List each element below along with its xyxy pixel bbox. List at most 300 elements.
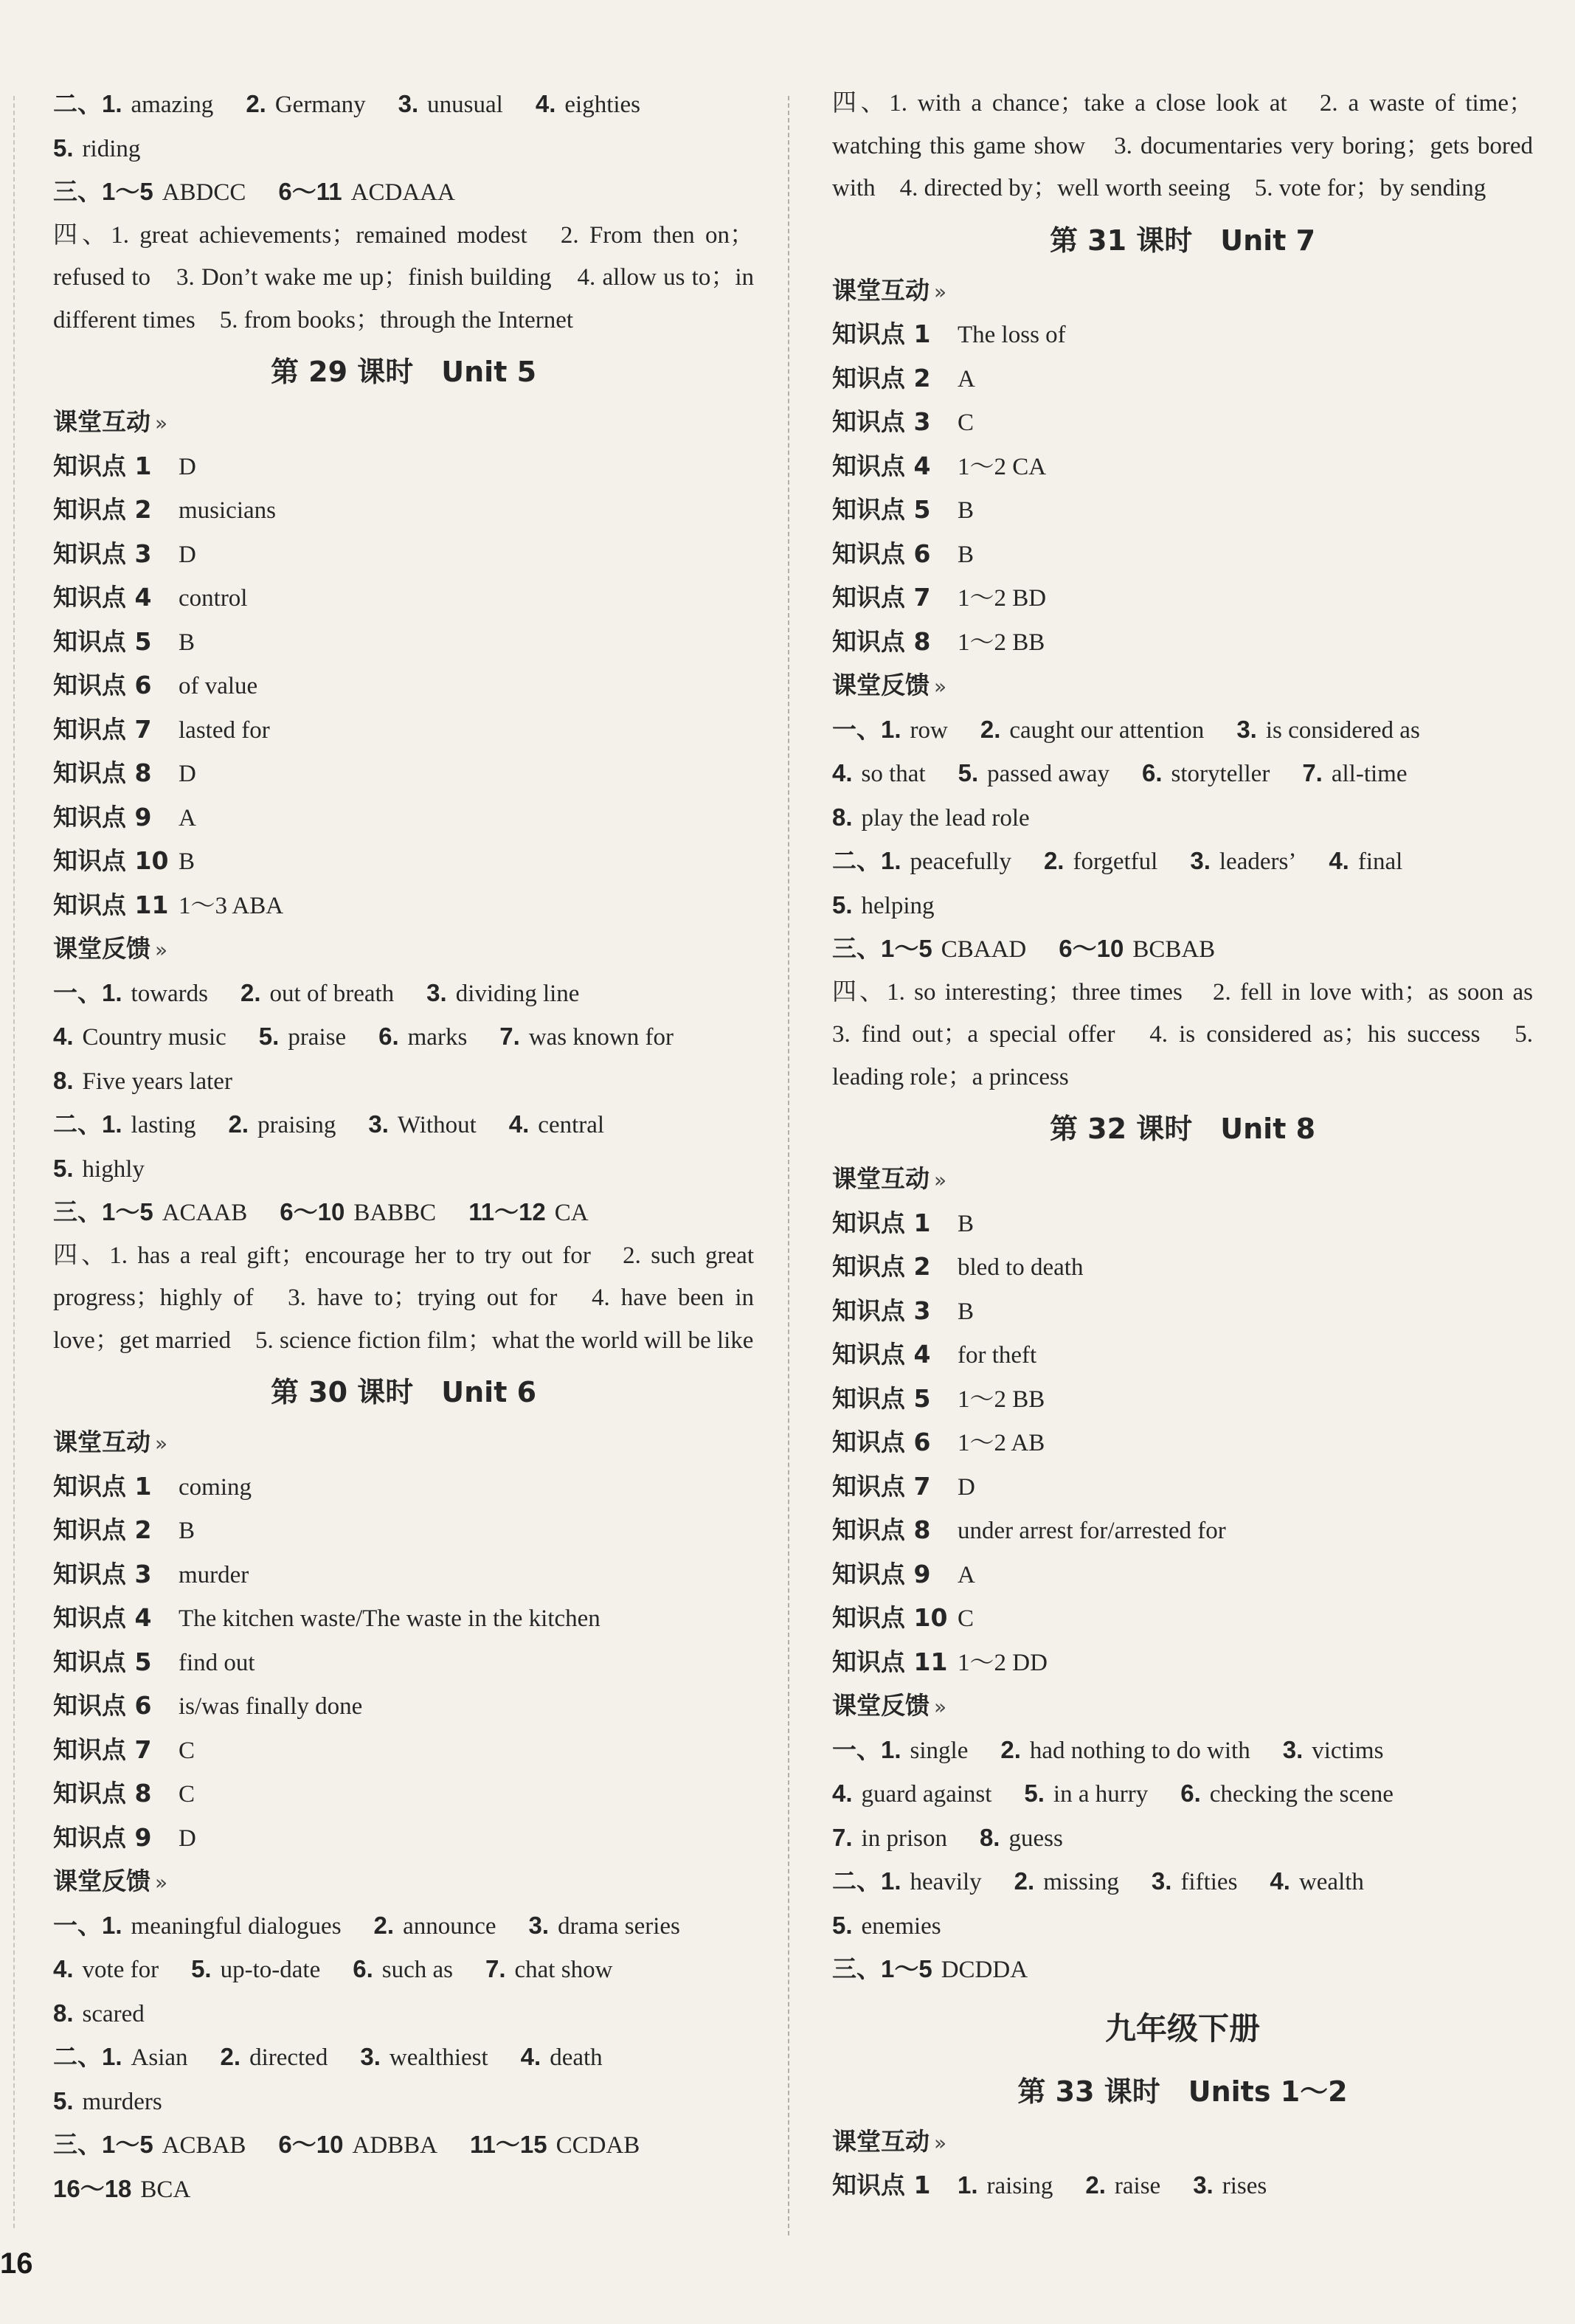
answer-number: 4. [832, 1780, 853, 1807]
answer-number: 3. [426, 978, 447, 1006]
answer-item [832, 1860, 982, 1904]
knowledge-point-row [53, 752, 754, 796]
knowledge-point-answer: A [958, 1561, 975, 1588]
answer-text: lasting [131, 1112, 196, 1138]
section-label [53, 1860, 754, 1904]
knowledge-point-row [53, 840, 754, 884]
answer-number: 6～10 [278, 2131, 344, 2158]
answer-number: 5. [958, 759, 979, 786]
knowledge-point-label: 知识点 7 [53, 1735, 152, 1764]
answer-item [53, 972, 208, 1016]
answer-number: 4. [832, 759, 853, 786]
answer-text: guess [1008, 1825, 1063, 1852]
answer-text: riding [82, 135, 141, 162]
double-chevron-icon: » [934, 674, 947, 699]
answer-number: 5. [258, 1023, 280, 1050]
answer-number: 8. [832, 803, 853, 831]
knowledge-point-answer: A [958, 365, 975, 392]
answer-text: wealthiest [389, 2044, 488, 2071]
knowledge-point-label: 知识点 5 [832, 1383, 931, 1413]
answer-number: 一、1. [53, 1911, 122, 1939]
knowledge-point-row [832, 1641, 1533, 1685]
answer-text: is considered as [1265, 716, 1420, 744]
answer-text: single [910, 1737, 969, 1764]
answer-item [53, 83, 213, 127]
knowledge-point-answer: B [179, 629, 195, 656]
knowledge-point-row [53, 1729, 754, 1773]
knowledge-point-answer: B [958, 541, 975, 568]
knowledge-point-label: 知识点 3 [53, 539, 152, 568]
knowledge-point-row [53, 1816, 754, 1861]
answer-number: 11～15 [470, 2131, 547, 2158]
knowledge-point-label: 知识点 11 [53, 890, 169, 919]
answer-text: was known for [528, 1024, 674, 1051]
answer-number: 三、1～5 [832, 935, 932, 962]
answer-text: up-to-date [220, 1957, 321, 1983]
knowledge-point-label: 知识点 4 [53, 583, 152, 612]
knowledge-point-answer: musicians [179, 497, 276, 524]
answer-line [53, 127, 754, 171]
answer-item [53, 1103, 196, 1147]
answer-text: unusual [427, 91, 503, 118]
knowledge-point-label: 知识点 4 [832, 451, 931, 480]
answer-item [1059, 927, 1215, 972]
page-number: 16 [0, 2247, 33, 2280]
answer-text: ACBAB [162, 2132, 246, 2159]
answer-text: BCBAB [1132, 936, 1216, 963]
answer-number: 6. [1180, 1780, 1201, 1807]
answer-line [53, 2036, 754, 2080]
answer-text: raising [986, 2173, 1053, 2199]
knowledge-point-row [53, 664, 754, 708]
answer-number: 2. [246, 90, 266, 117]
answer-item [470, 2123, 640, 2168]
knowledge-point-row [832, 1290, 1533, 1334]
answer-text: vote for [82, 1957, 159, 1983]
answer-text: eighties [564, 91, 641, 118]
answer-number: 5. [53, 134, 74, 162]
answer-text: CA [554, 1200, 589, 1226]
knowledge-point-label: 知识点 7 [53, 714, 152, 744]
lesson-heading: 第 33 课时 Units 1～2 [1017, 2075, 1348, 2108]
answer-item [1190, 840, 1296, 884]
answer-line [832, 1860, 1533, 1904]
knowledge-point-label: 知识点 3 [832, 407, 931, 436]
answer-item [53, 1992, 145, 2036]
knowledge-point-row [832, 1465, 1533, 1509]
answer-text: guard against [861, 1781, 992, 1808]
answer-text: raise [1114, 2173, 1161, 2199]
knowledge-point-answer: is/was finally done [179, 1693, 363, 1720]
answer-number: 二、1. [53, 1110, 122, 1138]
answer-number: 4. [1270, 1867, 1290, 1895]
knowledge-point-answer: C [958, 409, 975, 436]
knowledge-point-label: 知识点 10 [53, 846, 169, 875]
knowledge-point-label: 知识点 11 [832, 1647, 948, 1676]
knowledge-point-row [53, 1597, 754, 1641]
lesson-heading: 第 30 课时 Unit 6 [270, 1376, 537, 1408]
knowledge-point-row [832, 1597, 1533, 1641]
answer-number: 7. [485, 1955, 506, 1982]
answer-line [832, 796, 1533, 840]
answer-item [1180, 1772, 1394, 1816]
knowledge-point-label: 知识点 1 [832, 319, 931, 348]
answer-text: Country music [82, 1024, 226, 1051]
answer-line [53, 83, 754, 127]
knowledge-point-row [832, 401, 1533, 445]
answer-item [426, 972, 579, 1016]
answer-item [259, 1015, 346, 1059]
knowledge-point-label: 知识点 9 [53, 802, 152, 831]
answer-item [832, 884, 935, 928]
knowledge-point-label: 知识点 5 [53, 626, 152, 656]
answer-item [1270, 1860, 1364, 1904]
answer-number: 7. [1302, 759, 1323, 786]
knowledge-point-label: 知识点 2 [53, 1515, 152, 1544]
answer-item [1014, 1860, 1119, 1904]
answer-item [378, 1015, 467, 1059]
column-divider [788, 96, 789, 2235]
knowledge-point-row [53, 1772, 754, 1816]
knowledge-point-row [832, 445, 1533, 489]
knowledge-point-label: 知识点 10 [832, 1603, 948, 1632]
answer-number: 11～12 [468, 1198, 546, 1225]
section-label-text: 课堂互动 [53, 407, 150, 436]
section-label-text: 课堂互动 [832, 2126, 930, 2156]
answer-number: 4. [53, 1955, 74, 1982]
answer-item [832, 1948, 1028, 1992]
answer-item [53, 1904, 342, 1948]
answer-number: 5. [832, 1911, 853, 1939]
knowledge-point-row [53, 620, 754, 665]
knowledge-point-row [832, 1421, 1533, 1465]
knowledge-point-row [53, 445, 754, 489]
answer-number: 6～11 [278, 178, 342, 205]
knowledge-point-label: 知识点 2 [53, 495, 152, 524]
knowledge-point-label: 知识点 9 [832, 1559, 931, 1588]
binding-edge [13, 96, 15, 2228]
answer-text: meaningful dialogues [131, 1912, 342, 1940]
knowledge-point-row [53, 1509, 754, 1553]
answer-text: missing [1043, 1869, 1119, 1895]
answer-item [53, 1191, 247, 1235]
answer-number: 二、1. [53, 90, 122, 117]
answer-item [240, 972, 394, 1016]
knowledge-point-answer: under arrest for/arrested for [958, 1518, 1226, 1544]
answer-item [832, 1729, 968, 1773]
section-label-text: 课堂互动 [53, 1428, 150, 1456]
answer-number: 8. [979, 1823, 1000, 1851]
answer-text: CCDAB [555, 2132, 640, 2159]
answer-item [53, 2123, 246, 2168]
answer-item [832, 927, 1026, 972]
answer-item [499, 1015, 674, 1059]
answer-number: 2. [1000, 1735, 1021, 1763]
answer-line [832, 1904, 1533, 1948]
knowledge-point-row [53, 1553, 754, 1597]
answer-text: death [550, 2044, 603, 2071]
answer-line [53, 170, 754, 215]
answer-text: wealth [1298, 1869, 1364, 1895]
knowledge-point-row [53, 884, 754, 928]
answer-text: final [1357, 848, 1403, 875]
answer-number: 3. [1236, 715, 1257, 743]
section-label-text: 课堂反馈 [832, 671, 930, 699]
volume-heading: 九年级下册 [1104, 2010, 1260, 2047]
knowledge-point-label: 知识点 1 [53, 1471, 152, 1501]
answer-number: 5. [53, 1154, 74, 1182]
answer-item [53, 170, 246, 215]
section-label [53, 927, 754, 972]
double-chevron-icon: » [155, 1870, 168, 1895]
answer-text: ACDAAA [350, 179, 455, 206]
answer-item [980, 1816, 1063, 1861]
answer-number: 2. [1043, 847, 1065, 874]
knowledge-point-row [832, 620, 1533, 665]
answer-text: ADBBA [352, 2132, 438, 2159]
knowledge-point-answer: for theft [958, 1342, 1037, 1369]
answer-number: 5. [53, 2086, 74, 2114]
knowledge-point-answer: B [179, 848, 195, 875]
knowledge-point-row [53, 1684, 754, 1729]
knowledge-point-answer: 1～2 BB [958, 1386, 1045, 1413]
double-chevron-icon: » [155, 1431, 168, 1456]
knowledge-point-row [53, 533, 754, 577]
answer-text: Germany [274, 91, 366, 118]
knowledge-point-row [53, 708, 754, 753]
answer-line [832, 1772, 1533, 1816]
knowledge-point-row [832, 1333, 1533, 1377]
answer-number: 二、1. [53, 2043, 122, 2070]
answer-number: 2. [1014, 1867, 1035, 1895]
answer-text: peacefully [910, 848, 1011, 875]
knowledge-point-row [53, 796, 754, 840]
knowledge-point-label: 知识点 1 [832, 2171, 931, 2199]
section-label-text: 课堂互动 [832, 1164, 930, 1193]
answer-number: 三、1～5 [53, 178, 153, 205]
answer-text: DCDDA [941, 1957, 1028, 1983]
knowledge-point-row [832, 357, 1533, 401]
double-chevron-icon: » [934, 1168, 947, 1192]
answer-text: so that [861, 761, 926, 787]
answer-paragraph: 四、1. with a chance；take a close look at 2. a waste of time；watching this game show 3. documentaries very boring；gets bored with 4. directed by；well worth seeing 5. vote for；by sending [832, 90, 1533, 201]
section-label [832, 664, 1533, 708]
section-label-text: 课堂反馈 [832, 1691, 930, 1720]
answer-number: 4. [53, 1023, 74, 1050]
answer-line [832, 708, 1533, 753]
knowledge-point-answer: control [179, 585, 248, 612]
answer-text: victims [1312, 1737, 1384, 1764]
answer-text: had nothing to do with [1029, 1737, 1250, 1764]
answer-number: 6～10 [1059, 935, 1124, 962]
answer-item [53, 1059, 232, 1104]
knowledge-point-label: 知识点 1 [832, 1208, 931, 1237]
knowledge-point-row [53, 488, 754, 533]
answer-text: directed [249, 2044, 328, 2071]
knowledge-point-label: 知识点 8 [53, 758, 152, 787]
answer-number: 3. [1190, 847, 1211, 874]
answer-text: leaders’ [1219, 848, 1297, 875]
knowledge-point-answer: coming [179, 1473, 252, 1501]
answer-item [509, 1103, 604, 1147]
double-chevron-icon: » [934, 1695, 947, 1719]
knowledge-point-answer: A [179, 804, 196, 831]
answer-item [958, 752, 1110, 796]
answer-item [1044, 840, 1157, 884]
answer-line [53, 1948, 754, 1992]
answer-number: 6. [378, 1023, 399, 1050]
answer-text: in a hurry [1053, 1781, 1149, 1808]
answer-line [832, 1816, 1533, 1861]
answer-text: highly [82, 1155, 145, 1183]
answer-text: checking the scene [1209, 1781, 1394, 1808]
answer-item [398, 83, 503, 127]
knowledge-point-label: 知识点 8 [832, 626, 931, 656]
section-label [53, 401, 754, 445]
knowledge-point-row [53, 1465, 754, 1509]
lesson-heading: 第 29 课时 Unit 5 [270, 356, 537, 388]
answer-text: drama series [558, 1912, 680, 1940]
knowledge-point-answer: murder [179, 1561, 249, 1588]
answer-item [53, 1015, 226, 1059]
knowledge-point-label: 知识点 3 [832, 1296, 931, 1325]
section-label-text: 课堂反馈 [53, 1867, 150, 1895]
answer-line [832, 927, 1533, 972]
answer-number: 3. [398, 90, 419, 117]
double-chevron-icon: » [155, 938, 168, 962]
answer-text: BCA [140, 2176, 191, 2203]
answer-line [53, 1015, 754, 1059]
section-label-text: 课堂互动 [832, 275, 930, 305]
knowledge-point-label: 知识点 1 [53, 451, 152, 480]
answer-number: 3. [528, 1911, 550, 1939]
answer-number: 3. [1282, 1735, 1304, 1763]
answer-item [53, 127, 140, 171]
answer-item [280, 1191, 436, 1235]
answer-item [529, 1904, 680, 1948]
knowledge-point-answer: 1～3 ABA [179, 892, 284, 919]
knowledge-point-row [832, 533, 1533, 577]
answer-number: 5. [191, 1955, 212, 1982]
answer-number: 5. [1024, 1780, 1045, 1807]
knowledge-point-answer: D [179, 1825, 196, 1852]
knowledge-point-label: 知识点 2 [832, 363, 931, 392]
knowledge-point-row [53, 1641, 754, 1685]
answer-text: announce [403, 1912, 496, 1940]
answer-paragraph: 四、1. great achievements；remained modest 2. From then on；refused to 3. Don’t wake me up；finish building 4. allow us to；in different times 5. from books；through the Internet [53, 221, 754, 333]
answer-number: 7. [499, 1023, 520, 1050]
knowledge-point-answer: 1～2 BD [958, 585, 1047, 612]
answer-item [1236, 708, 1419, 753]
answer-line [53, 1103, 754, 1147]
answer-number: 一、1. [832, 1735, 901, 1763]
answer-text: passed away [987, 761, 1110, 787]
answer-line [53, 1904, 754, 1948]
answer-item [53, 1147, 145, 1192]
answer-item [958, 2164, 1053, 2208]
knowledge-point-answer: B [958, 497, 975, 524]
answer-text: storyteller [1171, 761, 1270, 787]
answer-text: Asian [131, 2044, 188, 2071]
answer-item [1193, 2164, 1267, 2208]
knowledge-point-answer: 1～2 CA [958, 453, 1047, 480]
answer-item [832, 840, 1011, 884]
answer-line [53, 1147, 754, 1192]
answer-number: 2. [980, 715, 1001, 743]
answer-item [221, 2036, 328, 2080]
answer-item [53, 2168, 190, 2212]
answer-item [832, 752, 926, 796]
answer-item [191, 1948, 320, 1992]
answer-item [360, 2036, 488, 2080]
answer-item [229, 1103, 336, 1147]
answer-text: out of breath [269, 980, 395, 1007]
double-chevron-icon: » [934, 279, 947, 304]
knowledge-point-answer: 1～2 BB [958, 629, 1045, 656]
knowledge-point-row [53, 576, 754, 620]
knowledge-point-answer: D [179, 453, 196, 480]
answer-paragraph: 四、1. has a real gift；encourage her to try out for 2. such great progress；highly of 3. have to；trying out for 4. have been in love；get married 5. science fiction film；what the world will be like [53, 1242, 754, 1354]
knowledge-point-label: 知识点 9 [53, 1822, 152, 1852]
answer-text: helping [861, 892, 935, 919]
answer-text: heavily [910, 1869, 982, 1895]
answer-text: amazing [131, 91, 214, 118]
answer-number: 4. [508, 1110, 530, 1138]
answer-item [53, 2036, 188, 2080]
answer-item [278, 2123, 437, 2168]
knowledge-point-label: 知识点 7 [832, 1471, 931, 1501]
answer-text: play the lead role [861, 804, 1030, 831]
answer-line [53, 1992, 754, 2036]
answer-item [1152, 1860, 1238, 1904]
answer-number: 4. [1329, 847, 1349, 874]
double-chevron-icon: » [155, 411, 168, 435]
answer-item [832, 1816, 947, 1861]
answer-item [1142, 752, 1270, 796]
knowledge-point-row [832, 1377, 1533, 1422]
section-label [832, 2120, 1533, 2165]
answer-number: 三、1～5 [832, 1955, 932, 1982]
answer-number: 3. [1151, 1867, 1172, 1895]
answer-item [980, 708, 1204, 753]
answer-item [521, 2036, 603, 2080]
knowledge-point-answer: 1～2 DD [958, 1649, 1048, 1676]
answer-line [53, 2168, 754, 2212]
answer-text: ABDCC [162, 179, 246, 206]
knowledge-point-answer: B [958, 1210, 975, 1237]
answer-item [832, 1904, 941, 1948]
knowledge-point-label: 知识点 6 [832, 1428, 931, 1456]
answer-text: all-time [1331, 761, 1408, 787]
knowledge-point-label: 知识点 4 [832, 1340, 931, 1369]
knowledge-point-answer: C [958, 1605, 975, 1632]
knowledge-point-label: 知识点 3 [53, 1559, 152, 1588]
answer-text: Five years later [82, 1068, 232, 1095]
knowledge-point-label: 知识点 8 [53, 1779, 152, 1808]
answer-number: 7. [832, 1823, 853, 1851]
knowledge-point-row [832, 1553, 1533, 1597]
left-column [53, 83, 754, 2211]
knowledge-point-row [832, 488, 1533, 533]
answer-item [1329, 840, 1402, 884]
answer-text: dividing line [455, 980, 580, 1007]
lesson-heading: 第 32 课时 Unit 8 [1049, 1113, 1316, 1145]
answer-number: 二、1. [832, 847, 901, 874]
answer-number: 6. [1142, 759, 1163, 786]
answer-line [832, 840, 1533, 884]
answer-number: 3. [1193, 2171, 1214, 2199]
answer-number: 4. [520, 2043, 541, 2070]
